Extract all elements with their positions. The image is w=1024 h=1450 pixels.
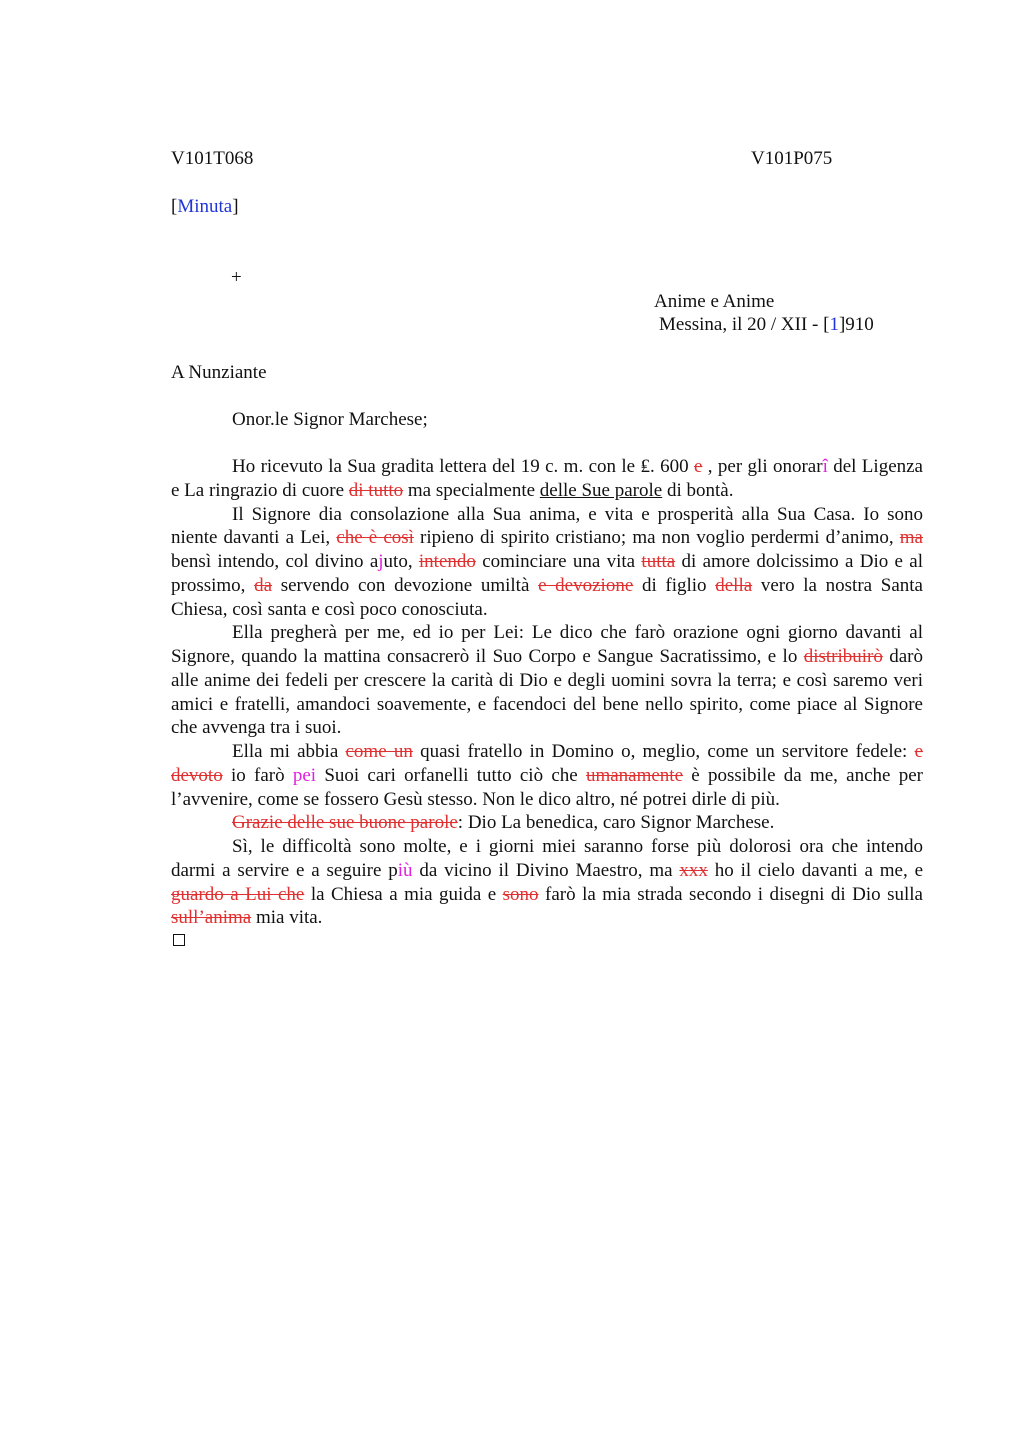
paragraph-3: [171, 621, 923, 740]
inserted-text: iù: [397, 859, 413, 881]
text-run: del Ligenza e La ringrazio di cuore: [171, 456, 923, 501]
dateline-digit: 1: [829, 314, 839, 335]
deleted-text: umanamente: [585, 764, 684, 786]
deleted-text: di tutto: [348, 479, 404, 501]
paragraph-2: [171, 503, 923, 622]
letter-body: [171, 455, 923, 930]
inserted-text: j: [378, 551, 384, 572]
text-run: io farò: [222, 764, 293, 786]
inserted-text: pei: [292, 764, 317, 786]
text-run: Ho ricevuto la Sua gradita lettera del 19 c. m. con le ₤. 600: [232, 456, 694, 477]
text-run: vero la nostra Santa Chiesa, così santa e così poco conosciuta.: [171, 574, 923, 620]
text-run: mia vita.: [251, 907, 323, 929]
header-left-code: V101T068: [171, 148, 254, 169]
text-run: : Dio La benedica, caro Signor Marchese.: [457, 812, 775, 834]
text-run: ma specialmente: [403, 479, 540, 501]
dateline-bracket-open: [: [823, 314, 830, 335]
dateline: [659, 313, 874, 336]
deleted-text: della: [715, 574, 753, 596]
text-run: ripieno di spirito cristiano; ma non voglio perdermi d’animo,: [413, 527, 900, 549]
text-run: di bontà.: [662, 479, 734, 501]
salutation: Onor.le Signor Marchese;: [232, 409, 428, 430]
draft-bracket-open: [: [171, 196, 178, 217]
text-run: cominciare una vita: [475, 551, 642, 572]
deleted-text: e devoto: [171, 741, 923, 786]
deleted-text: da: [254, 574, 273, 596]
text-run: di amore dolcissimo a Dio e al prossimo,: [171, 551, 923, 596]
text-run: servendo con devozione umiltà: [272, 574, 539, 596]
text-run: Sì, le difficoltà sono molte, e i giorni miei saranno forse più dolorosi ora che intendo darmi a servire e a seguire p: [171, 836, 923, 881]
text-run: Ella pregherà per me, ed io per Lei: Le dico che farò orazione ogni giorno davanti al Signore, quando la mattina consacrerò il Suo Corpo e Sangue Sacratissimo, e lo: [171, 622, 923, 667]
text-run: bensì intendo, col divino a: [171, 551, 379, 572]
deleted-text: ma: [899, 527, 923, 549]
deleted-text: sono: [502, 883, 539, 905]
deleted-text: tutta: [641, 551, 676, 572]
deleted-text: come un: [345, 741, 413, 762]
end-marker-box-icon: [173, 934, 185, 946]
text-run: Suoi cari orfanelli tutto ciò che: [316, 764, 586, 786]
paragraph-5: [171, 811, 923, 835]
draft-bracket-close: ]: [232, 196, 239, 217]
text-run: Il Signore dia consolazione alla Sua anima, e vita e prosperità alla Sua Casa. Io sono niente davanti a Lei,: [171, 503, 923, 549]
deleted-text: Grazie delle sue buone parole: [232, 812, 458, 834]
deleted-text: intendo: [418, 551, 476, 572]
text-run: la Chiesa a mia guida e: [304, 883, 503, 905]
inserted-text: î: [822, 456, 828, 477]
text-run: farò la mia strada secondo i disegni di Dio sulla: [538, 883, 923, 905]
underlined-text: delle Sue parole: [539, 479, 663, 501]
text-run: uto,: [383, 551, 419, 572]
dateline-prefix: Messina, il 20 / XII -: [659, 314, 824, 335]
deleted-text: xxx: [679, 859, 708, 881]
deleted-text: e: [693, 456, 703, 477]
text-run: da vicino il Divino Maestro, ma: [412, 859, 680, 881]
motto: Anime e Anime: [654, 291, 775, 312]
recipient: A Nunziante: [171, 362, 267, 383]
draft-label: [171, 195, 239, 218]
deleted-text: guardo a Lui che: [171, 883, 305, 905]
text-run: Ella mi abbia: [232, 741, 346, 762]
text-run: , per gli onorar: [702, 456, 823, 477]
text-run: darò alle anime dei fedeli per crescere la carità di Dio e degli uomini sovra la terra; e così saremo veri amici e fratelli, amandoci soavemente, e facendoci del bene nello spirito, come piace al Signore che avvenga tra i suoi.: [171, 646, 923, 739]
dateline-suffix: 910: [845, 314, 874, 335]
dateline-bracket-close: ]: [838, 314, 846, 335]
text-run: quasi fratello in Domino o, meglio, come un servitore fedele:: [412, 741, 915, 762]
draft-label-text: Minuta: [177, 196, 233, 217]
text-run: ho il cielo davanti a me, e: [707, 859, 924, 881]
deleted-text: sull’anima: [171, 907, 252, 929]
header-right-code: V101P075: [751, 148, 833, 169]
deleted-text: e devozione: [538, 574, 634, 596]
deleted-text: che è così: [336, 527, 414, 549]
text-run: è possibile da me, anche per l’avvenire, come se fossero Gesù stesso. Non le dico altro, né potrei dirle di più.: [171, 764, 923, 810]
paragraph-4: [171, 740, 923, 811]
paragraph-6: [171, 835, 923, 930]
deleted-text: distribuirò: [803, 646, 883, 667]
text-run: di figlio: [633, 574, 716, 596]
paragraph-1: [171, 455, 923, 503]
cross-symbol: +: [231, 267, 242, 288]
